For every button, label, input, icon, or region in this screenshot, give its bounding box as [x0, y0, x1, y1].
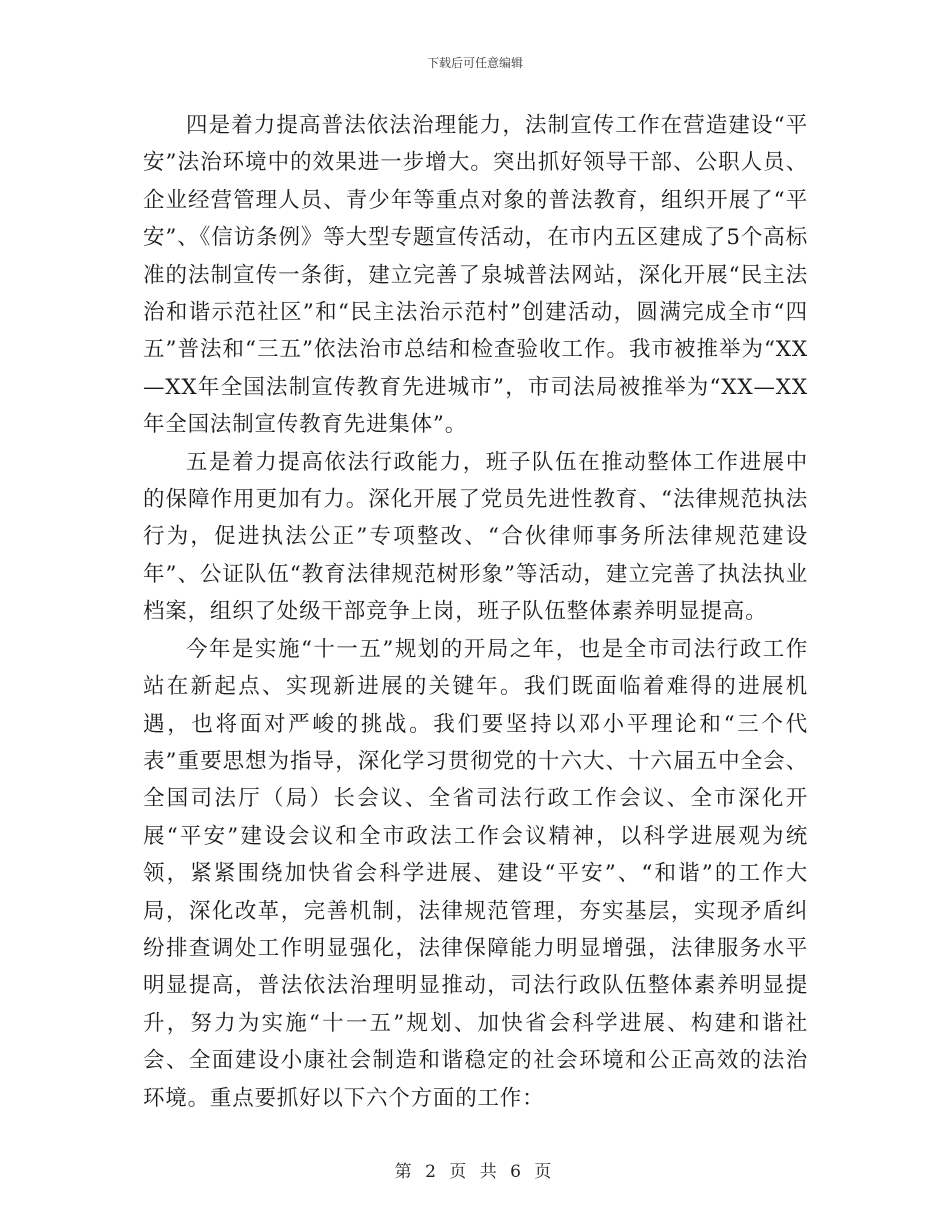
paragraph-item-four: 四是着力提高普法依法治理能力，法制宣传工作在营造建设“平安”法治环境中的效果进一步增大。突出抓好领导干部、公职人员、企业经营管理人员、青少年等重点对象的普法教育，组织开展了“平安”、《信访条例》等大型专题宣传活动，在市内五区建成了5个高标准的法制宣传一条街，建立完善了泉城普法网站，深化开展“民主法治和谐示范社区”和“民主法治示范村”创建活动，圆满完成全市“四五”普法和“三五”依法治市总结和检查验收工作。我市被推举为“XX—XX年全国法制宣传教育先进城市”，市司法局被推举为“XX—XX年全国法制宣传教育先进集体”。	[143, 113, 808, 438]
page-header-note: 下载后可任意编辑	[426, 56, 523, 70]
document-body	[143, 107, 808, 1117]
paragraph-this-year: 今年是实施“十一五”规划的开局之年，也是全市司法行政工作站在新起点、实现新进展的关键年。我们既面临着难得的进展机遇，也将面对严峻的挑战。我们要坚持以邓小平理论和“三个代表”重要思想为指导，深化学习贯彻党的十六大、十六届五中全会、全国司法厅（局）长会议、全省司法行政工作会议、全市深化开展“平安”建设会议和全市政法工作会议精神，以科学进展观为统领，紧紧围绕加快省会科学进展、建设“平安”、“和谐”的工作大局，深化改革，完善机制，法律规范管理，夯实基层，实现矛盾纠纷排查调处工作明显强化，法律保障能力明显增强，法律服务水平明显提高，普法依法治理明显推动，司法行政队伍整体素养明显提升，努力为实施“十一五”规划、加快省会科学进展、构建和谐社会、全面建设小康社会制造和谐稳定的社会环境和公正高效的法治环境。重点要抓好以下六个方面的工作：	[143, 636, 808, 1111]
paragraph-item-five: 五是着力提高依法行政能力，班子队伍在推动整体工作进展中的保障作用更加有力。深化开展了党员先进性教育、“法律规范执法行为，促进执法公正”专项整改、“合伙律师事务所法律规范建设年”、公证队伍“教育法律规范树形象”等活动，建立完善了执法执业档案，组织了处级干部竞争上岗，班子队伍整体素养明显提高。	[143, 449, 808, 625]
page-number: 第 2 页 共 6 页	[394, 1162, 556, 1182]
